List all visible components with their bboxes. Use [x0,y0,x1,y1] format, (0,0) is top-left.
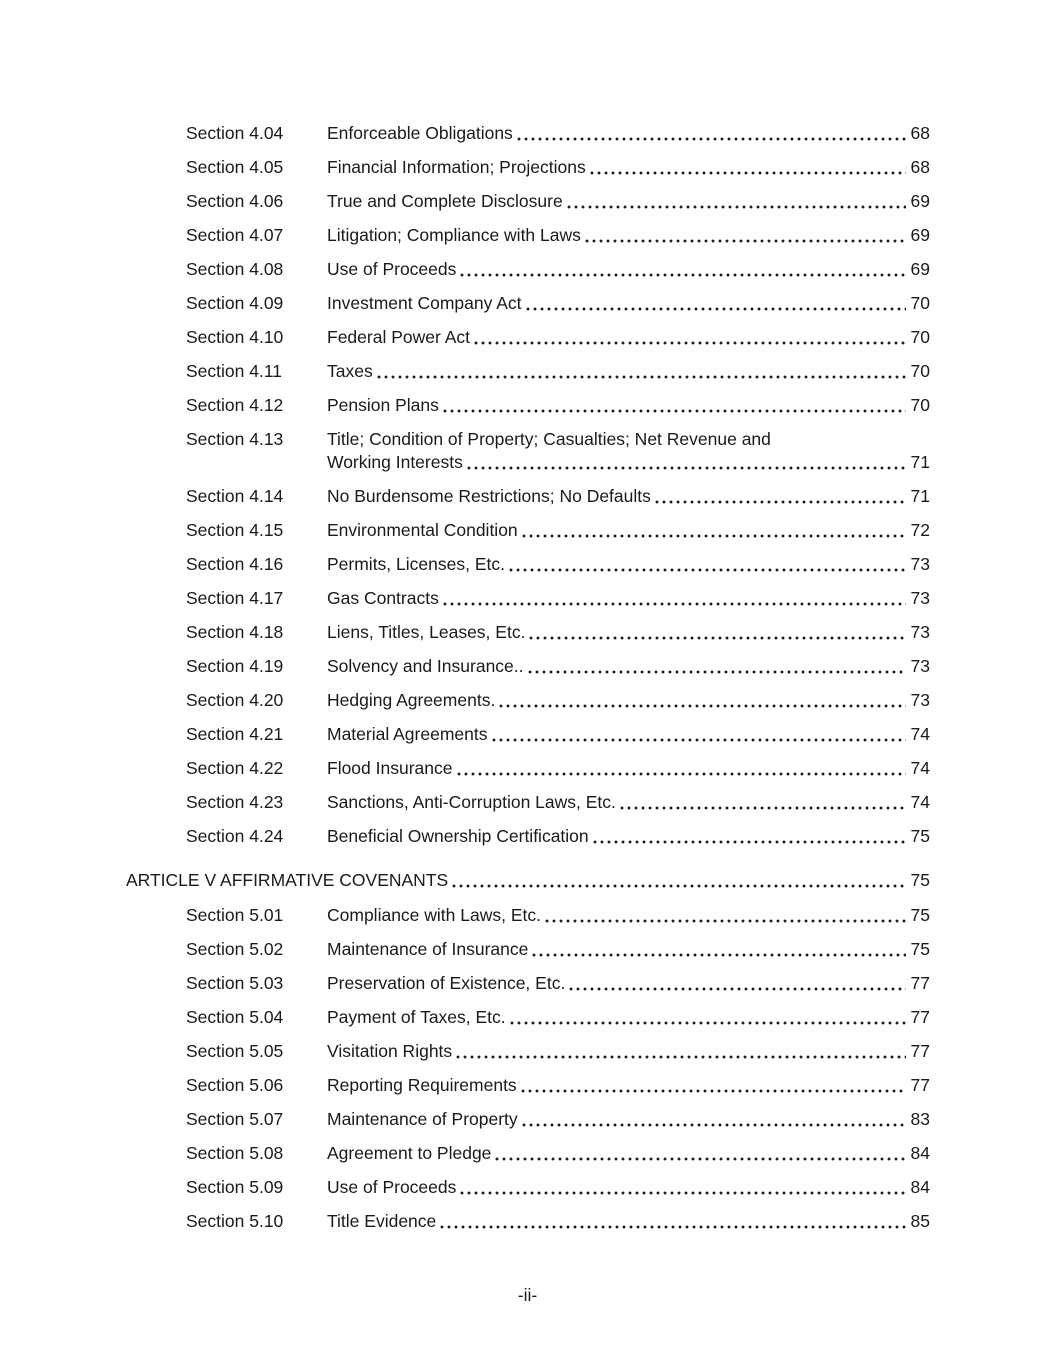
entry-section-label: Section 4.07 [186,225,284,245]
dot-leader [544,918,906,924]
page-number-footer: -ii- [517,1285,538,1305]
toc-entry [126,360,930,383]
entry-title: Working Interests [327,452,463,472]
entry-section-label: Section 4.19 [186,656,284,676]
entry-title-row [327,904,930,927]
entry-content [327,519,930,542]
entry-content [327,1108,930,1131]
entry-page-number: 68 [910,157,930,177]
toc-entry [126,519,930,542]
toc-entry [126,1210,930,1233]
entry-page-number: 73 [910,588,930,608]
entry-page-number: 70 [910,293,930,313]
dot-leader [509,1020,906,1026]
entry-content [327,122,930,145]
entry-content [327,791,930,814]
toc-entry [126,190,930,213]
toc-entry [126,326,930,349]
dot-leader [473,340,906,346]
entry-page-number: 77 [910,973,930,993]
entry-content [327,428,930,474]
entry-content [327,689,930,712]
entry-page-number: 73 [910,656,930,676]
entry-content [327,394,930,417]
entry-content [327,292,930,315]
dot-leader [531,952,905,958]
entry-content [327,1074,930,1097]
entry-page-number: 75 [910,905,930,925]
entry-section-label: Section 5.01 [186,905,284,925]
entry-content [327,972,930,995]
entry-content [327,360,930,383]
entry-section-label: Section 4.14 [186,486,284,506]
entry-title-row [327,1176,930,1199]
dot-leader [455,1054,905,1060]
entry-title: Title Evidence [327,1211,437,1231]
entry-title: Visitation Rights [327,1041,453,1061]
toc-entry [126,757,930,780]
toc-entry [126,655,930,678]
dot-leader [525,306,906,312]
entry-page-number: 77 [910,1007,930,1027]
entry-page-number: 69 [910,225,930,245]
dot-leader [466,465,906,471]
dot-leader [592,839,906,845]
toc-entry [126,258,930,281]
entry-title: True and Complete Disclosure [327,191,563,211]
toc-entry [126,621,930,644]
dot-leader [498,703,905,709]
dot-leader [491,737,906,743]
entry-content [327,587,930,610]
entry-title: Enforceable Obligations [327,123,513,143]
entry-title-row [327,1040,930,1063]
entry-title: Gas Contracts [327,588,439,608]
entry-section-label: Section 4.11 [186,361,282,381]
entry-content [327,485,930,508]
toc-entry [126,587,930,610]
entry-section-label: Section 5.09 [186,1177,284,1197]
dot-leader [589,170,906,176]
entry-content [327,1176,930,1199]
entry-content [327,156,930,179]
entry-title: Permits, Licenses, Etc. [327,554,505,574]
toc-entry [126,869,930,892]
toc-list [126,122,930,1233]
toc-entry [126,1142,930,1165]
dot-leader [456,771,906,777]
entry-section-label: Section 4.08 [186,259,284,279]
entry-title-row [327,394,930,417]
entry-page-number: 68 [910,123,930,143]
entry-title-row [327,224,930,247]
entry-section-label: Section 5.07 [186,1109,284,1129]
entry-title-row [327,689,930,712]
entry-title: Investment Company Act [327,293,522,313]
dot-leader [442,408,906,414]
entry-title: Payment of Taxes, Etc. [327,1007,506,1027]
entry-title: Use of Proceeds [327,259,457,279]
entry-title: Solvency and Insurance.. [327,656,524,676]
entry-content [327,723,930,746]
dot-leader [527,669,906,675]
dot-leader [619,805,906,811]
entry-content [327,326,930,349]
dot-leader [521,1122,906,1128]
entry-title: Preservation of Existence, Etc. [327,973,566,993]
entry-page-number: 74 [910,724,930,744]
entry-title-row [327,190,930,213]
dot-leader [654,499,906,505]
entry-title-row [327,655,930,678]
entry-content [327,655,930,678]
toc-entry [126,1176,930,1199]
entry-title: Taxes [327,361,373,381]
entry-content [327,1040,930,1063]
entry-section-label: Section 5.10 [186,1211,284,1231]
dot-leader [528,635,905,641]
entry-page-number: 74 [910,792,930,812]
toc-entry [126,825,930,848]
entry-title: Federal Power Act [327,327,470,347]
entry-title: Liens, Titles, Leases, Etc. [327,622,526,642]
dot-leader [376,374,906,380]
entry-title: ARTICLE V AFFIRMATIVE COVENANTS [126,870,449,890]
entry-section-label: Section 5.06 [186,1075,284,1095]
entry-page-number: 84 [910,1177,930,1197]
entry-section-label: Section 4.04 [186,123,284,143]
entry-title: Maintenance of Insurance [327,939,529,959]
dot-leader [439,1224,905,1230]
entry-title: Sanctions, Anti-Corruption Laws, Etc. [327,792,616,812]
entry-title: Pension Plans [327,395,439,415]
entry-title: Financial Information; Projections [327,157,586,177]
entry-section-label: Section 4.21 [186,724,284,744]
toc-entry [126,292,930,315]
entry-page-number: 75 [910,826,930,846]
entry-title-row [327,791,930,814]
entry-title-row [327,451,930,474]
dot-leader [584,238,906,244]
entry-section-label: Section 5.03 [186,973,284,993]
entry-title: Flood Insurance [327,758,453,778]
entry-content [327,1142,930,1165]
entry-title-row [327,156,930,179]
entry-content [327,621,930,644]
entry-section-label: Section 4.24 [186,826,284,846]
dot-leader [459,1190,905,1196]
entry-page-number: 84 [910,1143,930,1163]
entry-content [327,553,930,576]
toc-entry [126,156,930,179]
entry-title-row [126,869,930,892]
toc-entry [126,791,930,814]
entry-section-label: Section 4.10 [186,327,284,347]
entry-title-row [327,972,930,995]
entry-title-row [327,825,930,848]
entry-page-number: 70 [910,361,930,381]
entry-section-label: Section 4.12 [186,395,284,415]
entry-title-row [327,757,930,780]
entry-title-row [327,292,930,315]
entry-title-row [327,1210,930,1233]
entry-section-label: Section 4.05 [186,157,284,177]
entry-title: Agreement to Pledge [327,1143,492,1163]
entry-title: Reporting Requirements [327,1075,517,1095]
toc-entry [126,1040,930,1063]
entry-title-line: Title; Condition of Property; Casualties; Net Revenue and [327,429,771,449]
entry-page-number: 71 [910,452,930,472]
toc-entry [126,485,930,508]
entry-title: Material Agreements [327,724,488,744]
toc-entry [126,904,930,927]
toc-entry [126,122,930,145]
entry-title-row [327,360,930,383]
entry-section-label: Section 4.06 [186,191,284,211]
entry-page-number: 71 [910,486,930,506]
entry-content [327,904,930,927]
dot-leader [566,204,906,210]
entry-title: Compliance with Laws, Etc. [327,905,541,925]
dot-leader [521,533,906,539]
entry-section-label: Section 4.16 [186,554,284,574]
dot-leader [568,986,905,992]
entry-section-label: Section 5.05 [186,1041,284,1061]
dot-leader [442,601,906,607]
entry-title: Use of Proceeds [327,1177,457,1197]
entry-section-label: Section 5.04 [186,1007,284,1027]
entry-title-row [327,1108,930,1131]
entry-title-row [327,258,930,281]
entry-title-row [327,326,930,349]
entry-page-number: 69 [910,191,930,211]
dot-leader [508,567,906,573]
entry-page-number: 72 [910,520,930,540]
entry-section-label: Section 5.08 [186,1143,284,1163]
dot-leader [459,272,905,278]
entry-section-label: Section 4.17 [186,588,284,608]
dot-leader [520,1088,906,1094]
entry-title-row [327,587,930,610]
entry-title-row [327,621,930,644]
toc-entry [126,689,930,712]
entry-page-number: 70 [910,395,930,415]
entry-title-row [327,1006,930,1029]
entry-content [327,1006,930,1029]
entry-page-number: 77 [910,1075,930,1095]
entry-page-number: 75 [910,870,930,890]
entry-title: Litigation; Compliance with Laws [327,225,581,245]
entry-content [327,258,930,281]
entry-title: Maintenance of Property [327,1109,518,1129]
entry-section-label: Section 4.15 [186,520,284,540]
dot-leader [516,136,906,142]
entry-title-row [327,1142,930,1165]
entry-title-row [327,938,930,961]
entry-content [327,757,930,780]
toc-entry [126,1108,930,1131]
toc-entry [126,553,930,576]
entry-page-number: 73 [910,690,930,710]
toc-entry [126,1074,930,1097]
entry-section-label: Section 4.18 [186,622,284,642]
entry-page-number: 83 [910,1109,930,1129]
entry-content [327,1210,930,1233]
entry-content [126,869,930,892]
entry-title-row [327,485,930,508]
toc-entry [126,972,930,995]
entry-title: Environmental Condition [327,520,518,540]
toc-entry [126,723,930,746]
toc-entry [126,1006,930,1029]
entry-title-row [327,1074,930,1097]
dot-leader [494,1156,905,1162]
entry-page-number: 73 [910,554,930,574]
entry-page-number: 75 [910,939,930,959]
entry-title: Hedging Agreements. [327,690,496,710]
entry-title-row [327,122,930,145]
entry-section-label: Section 4.13 [186,429,284,449]
entry-title-row [327,519,930,542]
entry-title-row [327,723,930,746]
entry-title: Beneficial Ownership Certification [327,826,589,846]
entry-section-label: Section 4.09 [186,293,284,313]
entry-content [327,938,930,961]
entry-page-number: 70 [910,327,930,347]
entry-content [327,825,930,848]
entry-title-row [327,553,930,576]
entry-section-label: Section 4.22 [186,758,284,778]
entry-title: No Burdensome Restrictions; No Defaults [327,486,651,506]
entry-page-number: 74 [910,758,930,778]
entry-page-number: 69 [910,259,930,279]
entry-section-label: Section 4.20 [186,690,284,710]
entry-section-label: Section 5.02 [186,939,284,959]
entry-content [327,224,930,247]
toc-entry [126,394,930,417]
entry-page-number: 73 [910,622,930,642]
toc-entry [126,224,930,247]
entry-section-label: Section 4.23 [186,792,284,812]
entry-page-number: 77 [910,1041,930,1061]
entry-content [327,190,930,213]
entry-page-number: 85 [910,1211,930,1231]
toc-entry [126,938,930,961]
toc-entry [126,428,930,474]
dot-leader [451,883,905,889]
